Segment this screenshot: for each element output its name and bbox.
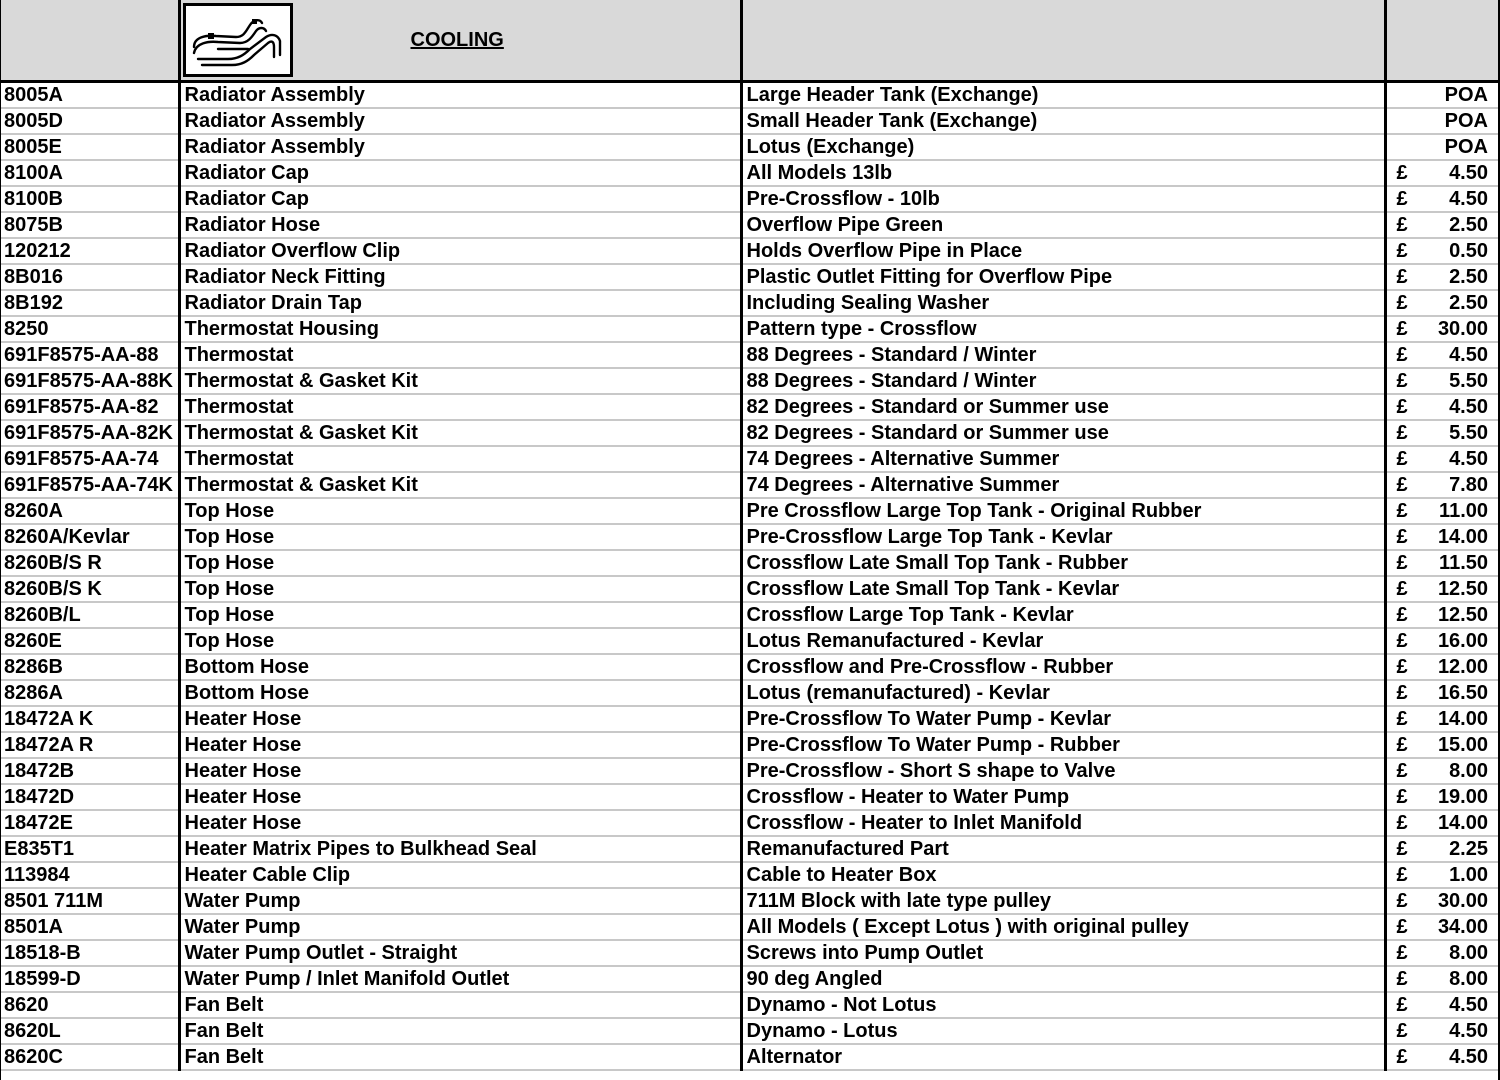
part-code: 120212 [1,238,179,264]
part-price: 14.00 [1437,812,1488,834]
part-code: 18472A R [1,732,179,758]
part-description: Pattern type - Crossflow [741,316,1385,342]
part-name: Fan Belt [179,1018,741,1044]
header-cell-code [1,0,179,82]
part-description: Crossflow - Heater to Water Pump [741,784,1385,810]
table-row [1,550,1498,576]
part-code: 8260E [1,628,179,654]
part-name: Radiator Assembly [179,134,741,160]
table-row [1,940,1498,966]
part-price: 8.00 [1449,760,1488,782]
part-description: Cable to Heater Box [741,862,1385,888]
header-cell-title [179,0,741,82]
table-row [1,108,1498,134]
header-cell-description [741,0,1385,82]
part-description: 711M Block with late type pulley [741,888,1385,914]
part-name: Water Pump [179,914,741,940]
part-description: Pre-Crossflow Large Top Tank - Kevlar [741,524,1385,550]
part-price-cell [1385,108,1498,134]
currency-symbol: £ [1396,578,1408,600]
cooling-hose-icon [183,3,293,77]
part-code: 691F8575-AA-74 [1,446,179,472]
currency-symbol: £ [1396,1046,1408,1068]
currency-symbol: £ [1396,1020,1408,1042]
part-price-cell [1385,134,1498,160]
part-code: 18518-B [1,940,179,966]
part-name: Radiator Overflow Clip [179,238,741,264]
part-code: 18472E [1,810,179,836]
part-price-cell [1385,940,1498,966]
table-row [1,966,1498,992]
part-name: Thermostat [179,446,741,472]
table-row [1,836,1498,862]
table-row [1,290,1498,316]
currency-symbol: £ [1396,266,1408,288]
part-price-cell [1385,264,1498,290]
part-description: 82 Degrees - Standard or Summer use [741,394,1385,420]
table-row [1,628,1498,654]
table-row [1,394,1498,420]
part-code: 8100B [1,186,179,212]
table-row [1,784,1498,810]
table-row [1,498,1498,524]
part-code: 691F8575-AA-88 [1,342,179,368]
part-description: Pre-Crossflow To Water Pump - Kevlar [741,706,1385,732]
table-row [1,186,1498,212]
table-row [1,914,1498,940]
part-price-cell [1385,186,1498,212]
table-row [1,810,1498,836]
part-name: Top Hose [179,628,741,654]
part-price: POA [1444,110,1488,132]
part-description: Lotus (remanufactured) - Kevlar [741,680,1385,706]
table-row [1,680,1498,706]
currency-symbol: £ [1396,890,1408,912]
part-name: Water Pump Outlet - Straight [179,940,741,966]
table-row [1,706,1498,732]
part-code: 8B016 [1,264,179,290]
part-description: Holds Overflow Pipe in Place [741,238,1385,264]
part-price: 11.50 [1439,552,1488,574]
part-code: 8100A [1,160,179,186]
part-description: Large Header Tank (Exchange) [741,82,1385,109]
currency-symbol: £ [1396,396,1408,418]
part-name: Water Pump [179,888,741,914]
part-price-cell [1385,680,1498,706]
table-row [1,888,1498,914]
part-price-cell [1385,706,1498,732]
part-price: 15.00 [1437,734,1488,756]
currency-symbol: £ [1396,786,1408,808]
parts-table [1,0,1498,1071]
part-name: Top Hose [179,498,741,524]
part-price: 8.00 [1449,968,1488,990]
currency-symbol: £ [1396,162,1408,184]
part-price-cell [1385,316,1498,342]
part-code: 8501 711M [1,888,179,914]
part-code: 8286B [1,654,179,680]
part-price: POA [1444,84,1488,106]
part-price-cell [1385,654,1498,680]
part-description: 88 Degrees - Standard / Winter [741,342,1385,368]
part-description: Dynamo - Not Lotus [741,992,1385,1018]
part-code: 691F8575-AA-82K [1,420,179,446]
part-name: Radiator Assembly [179,82,741,109]
part-price-cell [1385,472,1498,498]
part-code: 8501A [1,914,179,940]
currency-symbol: £ [1396,318,1408,340]
part-price: 4.50 [1449,344,1488,366]
part-price-cell [1385,238,1498,264]
table-row [1,342,1498,368]
part-price: 7.80 [1449,474,1488,496]
section-title: COOLING [410,28,504,51]
part-price-cell [1385,628,1498,654]
part-name: Thermostat & Gasket Kit [179,472,741,498]
part-name: Heater Cable Clip [179,862,741,888]
part-name: Heater Hose [179,810,741,836]
part-description: 74 Degrees - Alternative Summer [741,472,1385,498]
part-code: E835T1 [1,836,179,862]
currency-symbol: £ [1396,682,1408,704]
part-price-cell [1385,914,1498,940]
table-row [1,576,1498,602]
part-description: Pre-Crossflow To Water Pump - Rubber [741,732,1385,758]
part-code: 8260B/S K [1,576,179,602]
part-price: 4.50 [1449,1020,1488,1042]
part-name: Heater Hose [179,784,741,810]
part-description: Crossflow and Pre-Crossflow - Rubber [741,654,1385,680]
part-code: 8005A [1,82,179,109]
part-description: Remanufactured Part [741,836,1385,862]
part-price-cell [1385,82,1498,109]
part-name: Top Hose [179,550,741,576]
currency-symbol: £ [1396,240,1408,262]
part-price: 5.50 [1449,422,1488,444]
part-description: 90 deg Angled [741,966,1385,992]
part-name: Thermostat & Gasket Kit [179,420,741,446]
part-code: 8250 [1,316,179,342]
part-name: Bottom Hose [179,654,741,680]
part-price: 4.50 [1449,162,1488,184]
part-price-cell [1385,1044,1498,1070]
part-price-cell [1385,836,1498,862]
currency-symbol: £ [1396,292,1408,314]
part-description: Overflow Pipe Green [741,212,1385,238]
part-price: 4.50 [1449,1046,1488,1068]
part-price-cell [1385,602,1498,628]
part-description: 82 Degrees - Standard or Summer use [741,420,1385,446]
part-code: 8260A/Kevlar [1,524,179,550]
part-name: Thermostat [179,342,741,368]
part-description: Lotus Remanufactured - Kevlar [741,628,1385,654]
currency-symbol: £ [1396,188,1408,210]
part-price: 4.50 [1449,448,1488,470]
part-code: 8260A [1,498,179,524]
part-name: Water Pump / Inlet Manifold Outlet [179,966,741,992]
part-name: Thermostat Housing [179,316,741,342]
part-price-cell [1385,550,1498,576]
part-name: Radiator Neck Fitting [179,264,741,290]
part-price: 14.00 [1437,526,1488,548]
part-price: 4.50 [1449,994,1488,1016]
part-description: Pre-Crossflow - 10lb [741,186,1385,212]
part-price: 12.50 [1437,578,1488,600]
part-price-cell [1385,290,1498,316]
currency-symbol: £ [1396,838,1408,860]
table-row [1,160,1498,186]
part-description: Alternator [741,1044,1385,1070]
part-price: 4.50 [1449,188,1488,210]
part-code: 8B192 [1,290,179,316]
part-code: 8260B/L [1,602,179,628]
part-price: 34.00 [1437,916,1488,938]
currency-symbol: £ [1396,656,1408,678]
part-price: 8.00 [1449,942,1488,964]
part-code: 113984 [1,862,179,888]
currency-symbol: £ [1396,474,1408,496]
part-name: Radiator Drain Tap [179,290,741,316]
part-price: 5.50 [1449,370,1488,392]
table-row [1,368,1498,394]
table-row [1,1018,1498,1044]
part-description: Including Sealing Washer [741,290,1385,316]
part-name: Bottom Hose [179,680,741,706]
part-price: 16.50 [1437,682,1488,704]
currency-symbol: £ [1396,916,1408,938]
part-price-cell [1385,992,1498,1018]
table-row [1,134,1498,160]
part-code: 8005E [1,134,179,160]
part-description: Plastic Outlet Fitting for Overflow Pipe [741,264,1385,290]
part-description: Crossflow Late Small Top Tank - Rubber [741,550,1385,576]
part-description: Crossflow - Heater to Inlet Manifold [741,810,1385,836]
part-code: 8620 [1,992,179,1018]
table-row [1,862,1498,888]
part-price-cell [1385,524,1498,550]
part-code: 18472B [1,758,179,784]
part-price: 2.50 [1449,214,1488,236]
table-row [1,472,1498,498]
part-name: Thermostat [179,394,741,420]
part-price: 11.00 [1439,500,1488,522]
part-name: Fan Belt [179,1044,741,1070]
part-price-cell [1385,758,1498,784]
part-code: 18472A K [1,706,179,732]
part-description: Crossflow Large Top Tank - Kevlar [741,602,1385,628]
currency-symbol: £ [1396,500,1408,522]
part-price: 12.00 [1437,656,1488,678]
part-price-cell [1385,810,1498,836]
table-row [1,82,1498,109]
table-row [1,992,1498,1018]
part-price: 2.50 [1449,266,1488,288]
part-code: 691F8575-AA-82 [1,394,179,420]
header-row [1,0,1498,82]
currency-symbol: £ [1396,370,1408,392]
part-price: 14.00 [1437,708,1488,730]
part-name: Top Hose [179,524,741,550]
part-description: Crossflow Late Small Top Tank - Kevlar [741,576,1385,602]
part-code: 18472D [1,784,179,810]
part-name: Heater Matrix Pipes to Bulkhead Seal [179,836,741,862]
currency-symbol: £ [1396,344,1408,366]
part-price-cell [1385,576,1498,602]
part-price-cell [1385,498,1498,524]
table-row [1,758,1498,784]
part-code: 8286A [1,680,179,706]
part-price: 0.50 [1449,240,1488,262]
part-price-cell [1385,784,1498,810]
part-price: POA [1444,136,1488,158]
table-row [1,602,1498,628]
part-code: 8075B [1,212,179,238]
currency-symbol: £ [1396,734,1408,756]
part-code: 8620L [1,1018,179,1044]
part-price-cell [1385,420,1498,446]
part-code: 691F8575-AA-74K [1,472,179,498]
table-row [1,264,1498,290]
table-row [1,446,1498,472]
currency-symbol: £ [1396,864,1408,886]
part-price-cell [1385,368,1498,394]
part-description: Lotus (Exchange) [741,134,1385,160]
part-name: Top Hose [179,602,741,628]
currency-symbol: £ [1396,942,1408,964]
part-name: Heater Hose [179,706,741,732]
part-code: 8005D [1,108,179,134]
part-name: Heater Hose [179,732,741,758]
table-row [1,524,1498,550]
part-name: Top Hose [179,576,741,602]
part-price-cell [1385,862,1498,888]
part-price: 30.00 [1437,318,1488,340]
part-price-cell [1385,446,1498,472]
table-row [1,1044,1498,1070]
table-row [1,316,1498,342]
part-code: 18599-D [1,966,179,992]
table-row [1,654,1498,680]
part-name: Radiator Hose [179,212,741,238]
table-row [1,238,1498,264]
table-row [1,732,1498,758]
part-name: Heater Hose [179,758,741,784]
part-name: Radiator Cap [179,160,741,186]
part-name: Thermostat & Gasket Kit [179,368,741,394]
part-price: 2.50 [1449,292,1488,314]
currency-symbol: £ [1396,708,1408,730]
part-price: 30.00 [1437,890,1488,912]
part-price: 12.50 [1437,604,1488,626]
currency-symbol: £ [1396,214,1408,236]
currency-symbol: £ [1396,604,1408,626]
part-price: 1.00 [1449,864,1488,886]
part-price-cell [1385,160,1498,186]
part-price: 19.00 [1437,786,1488,808]
part-description: 88 Degrees - Standard / Winter [741,368,1385,394]
table-row [1,212,1498,238]
part-price: 2.25 [1449,838,1488,860]
part-code: 8260B/S R [1,550,179,576]
part-description: All Models ( Except Lotus ) with original pulley [741,914,1385,940]
currency-symbol: £ [1396,994,1408,1016]
part-price-cell [1385,732,1498,758]
currency-symbol: £ [1396,422,1408,444]
currency-symbol: £ [1396,526,1408,548]
part-price-cell [1385,888,1498,914]
part-price-cell [1385,966,1498,992]
part-name: Radiator Cap [179,186,741,212]
part-price-cell [1385,394,1498,420]
currency-symbol: £ [1396,552,1408,574]
currency-symbol: £ [1396,448,1408,470]
part-name: Fan Belt [179,992,741,1018]
part-description: Pre Crossflow Large Top Tank - Original Rubber [741,498,1385,524]
part-price-cell [1385,342,1498,368]
part-price: 16.00 [1437,630,1488,652]
part-description: Small Header Tank (Exchange) [741,108,1385,134]
part-code: 691F8575-AA-88K [1,368,179,394]
header-cell-price [1385,0,1498,82]
part-price-cell [1385,212,1498,238]
table-row [1,420,1498,446]
currency-symbol: £ [1396,812,1408,834]
currency-symbol: £ [1396,760,1408,782]
part-name: Radiator Assembly [179,108,741,134]
part-price-cell [1385,1018,1498,1044]
part-description: Pre-Crossflow - Short S shape to Valve [741,758,1385,784]
currency-symbol: £ [1396,630,1408,652]
part-description: 74 Degrees - Alternative Summer [741,446,1385,472]
part-description: Dynamo - Lotus [741,1018,1385,1044]
part-code: 8620C [1,1044,179,1070]
currency-symbol: £ [1396,968,1408,990]
part-description: Screws into Pump Outlet [741,940,1385,966]
part-price: 4.50 [1449,396,1488,418]
part-description: All Models 13lb [741,160,1385,186]
